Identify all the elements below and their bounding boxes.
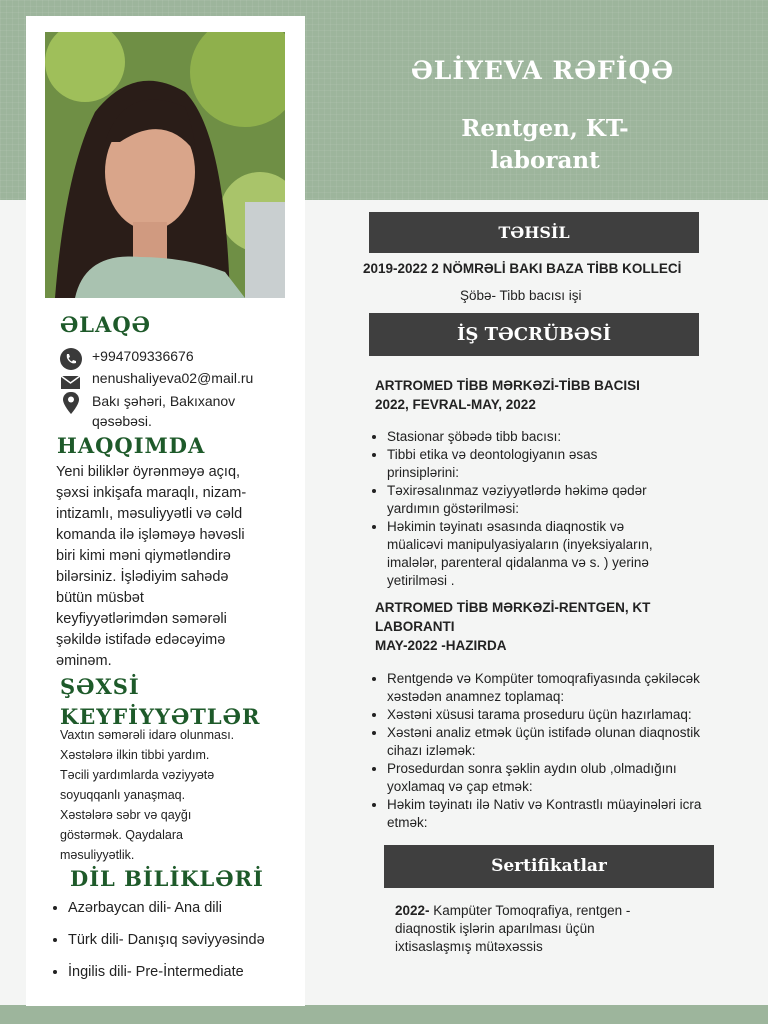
job-2-title: LABORANTI (375, 619, 455, 634)
about-heading: HAQQIMDA (57, 433, 206, 458)
about-line: biri kimi məni qiymətləndirə (56, 548, 231, 564)
about-text (56, 462, 284, 672)
duty-item: • Xəstəni analiz etmək üçün istifadə olunan diaqnostik cihazı izləmək: (387, 724, 701, 760)
certificate-entry (395, 902, 695, 956)
traits-line: Xəstələrə ilkin tibbi yardım. (60, 748, 210, 762)
about-line: komanda ilə işləməyə həvəsli (56, 527, 245, 543)
language-item: • İngilis dili- Pre-İntermediate (68, 964, 338, 980)
about-line: şəkildə istifadə edəcəyimə (56, 632, 226, 648)
duty-item: • Prosedurdan sonra şəklin aydın olub ,olmadığını yoxlamaq və çap etmək: (387, 760, 701, 796)
certificate-text: diaqnostik işlərin aparılması üçün (395, 921, 595, 936)
job-2-header (375, 598, 650, 655)
languages-list (46, 900, 338, 996)
traits-line: məsuliyyətlik. (60, 848, 135, 862)
education-heading: TƏHSİL (369, 212, 699, 253)
traits-text (60, 725, 295, 865)
traits-line: Vaxtın səmərəli idarə olunması. (60, 728, 235, 742)
person-name: ƏLİYEVA RƏFİQƏ (410, 56, 675, 85)
job-2-dates: MAY-2022 -HAZIRDA (375, 638, 507, 653)
traits-line: göstərmək. Qaydalara (60, 828, 183, 842)
duty-item: • Tibbi etika və deontologiyanın əsas prinsiplərini: (387, 446, 653, 482)
certificate-text: ixtisaslaşmış mütəxəssis (395, 939, 543, 954)
contact-phone-row (60, 348, 194, 370)
contact-email: nenushaliyeva02@mail.ru (92, 370, 254, 386)
job-1-dates: 2022, FEVRAL-MAY, 2022 (375, 397, 536, 412)
about-line: əminəm. (56, 653, 112, 669)
duty-item: • Stasionar şöbədə tibb bacısı: (387, 428, 653, 446)
job-1-title: ARTROMED TİBB MƏRKƏZİ-TİBB BACISI (375, 378, 640, 393)
languages-heading: DİL BİLİKLƏRİ (70, 866, 264, 891)
job-1-duties (366, 428, 653, 590)
about-line: bütün müsbət (56, 590, 144, 606)
job-2-title: ARTROMED TİBB MƏRKƏZİ-RENTGEN, KT (375, 600, 651, 615)
language-item: • Azərbaycan dili- Ana dili (68, 900, 338, 916)
certificate-text: Kampüter Tomoqrafiya, rentgen - (429, 903, 631, 918)
traits-heading (60, 672, 260, 732)
duty-item: • Həkim təyinatı ilə Nativ və Kontrastlı müayinələri icra etmək: (387, 796, 701, 832)
job-title-line: Rentgen, KT- (461, 115, 629, 142)
duty-item: • Xəstəni xüsusi tarama proseduru üçün hazırlamaq: (387, 706, 701, 724)
contact-address-row (60, 391, 235, 431)
about-line: intizamlı, məsuliyyətli və cəld (56, 506, 243, 522)
footer-band (0, 1005, 768, 1024)
traits-heading-line: ŞƏXSİ (60, 674, 140, 699)
contact-phone: +994709336676 (92, 348, 194, 364)
job-title (430, 113, 660, 177)
duty-item: • Həkimin təyinatı əsasında diaqnostik və müalicəvi manipulyasiyaların (inyeksiyaların, imalələr, parenteral qidalanma və s. ) yerinə yetirilməsi . (387, 518, 653, 590)
language-item: • Türk dili- Danışıq səviyyəsində (68, 932, 338, 948)
about-line: şəxsi inkişafa maraqlı, nizam- (56, 485, 247, 501)
traits-line: Təcili yardımlarda vəziyyətə (60, 768, 215, 782)
certificate-year: 2022- (395, 903, 430, 918)
contact-address-line: Bakı şəhəri, Bakıxanov (92, 393, 236, 409)
job-1-header (375, 376, 640, 414)
profile-photo (45, 32, 285, 298)
education-line: 2019-2022 2 NÖMRƏLİ BAKI BAZA TİBB KOLLECİ (363, 261, 682, 276)
about-line: keyfiyyətlərimdən səmərəli (56, 611, 227, 627)
traits-line: Xəstələrə səbr və qayğı (60, 808, 192, 822)
duty-item: • Rentgendə və Kompüter tomoqrafiyasında çəkiləcək xəstədən anamnez toplamaq: (387, 670, 701, 706)
about-line: bilərsiniz. İşlədiyim sahədə (56, 569, 229, 585)
about-line: Yeni biliklər öyrənməyə açıq, (56, 464, 241, 480)
mail-icon (60, 370, 82, 392)
education-department: Şöbə- Tibb bacısı işi (460, 288, 582, 303)
traits-line: soyuqqanlı yanaşmaq. (60, 788, 186, 802)
phone-icon (60, 348, 82, 370)
duty-item: • Təxirəsalınmaz vəziyyətlərdə həkimə qədər yardımın göstərilməsi: (387, 482, 653, 518)
job-title-line: laborant (490, 147, 600, 174)
experience-heading: İŞ TƏCRÜBƏSİ (369, 313, 699, 356)
contact-heading: ƏLAQƏ (60, 312, 151, 337)
contact-address-line: qəsəbəsi. (92, 413, 152, 429)
certificates-heading: Sertifikatlar (384, 845, 714, 888)
location-pin-icon (60, 391, 82, 413)
traits-heading-line: KEYFİYYƏTLƏR (60, 704, 261, 729)
job-2-duties (366, 670, 701, 832)
contact-email-row (60, 370, 253, 392)
